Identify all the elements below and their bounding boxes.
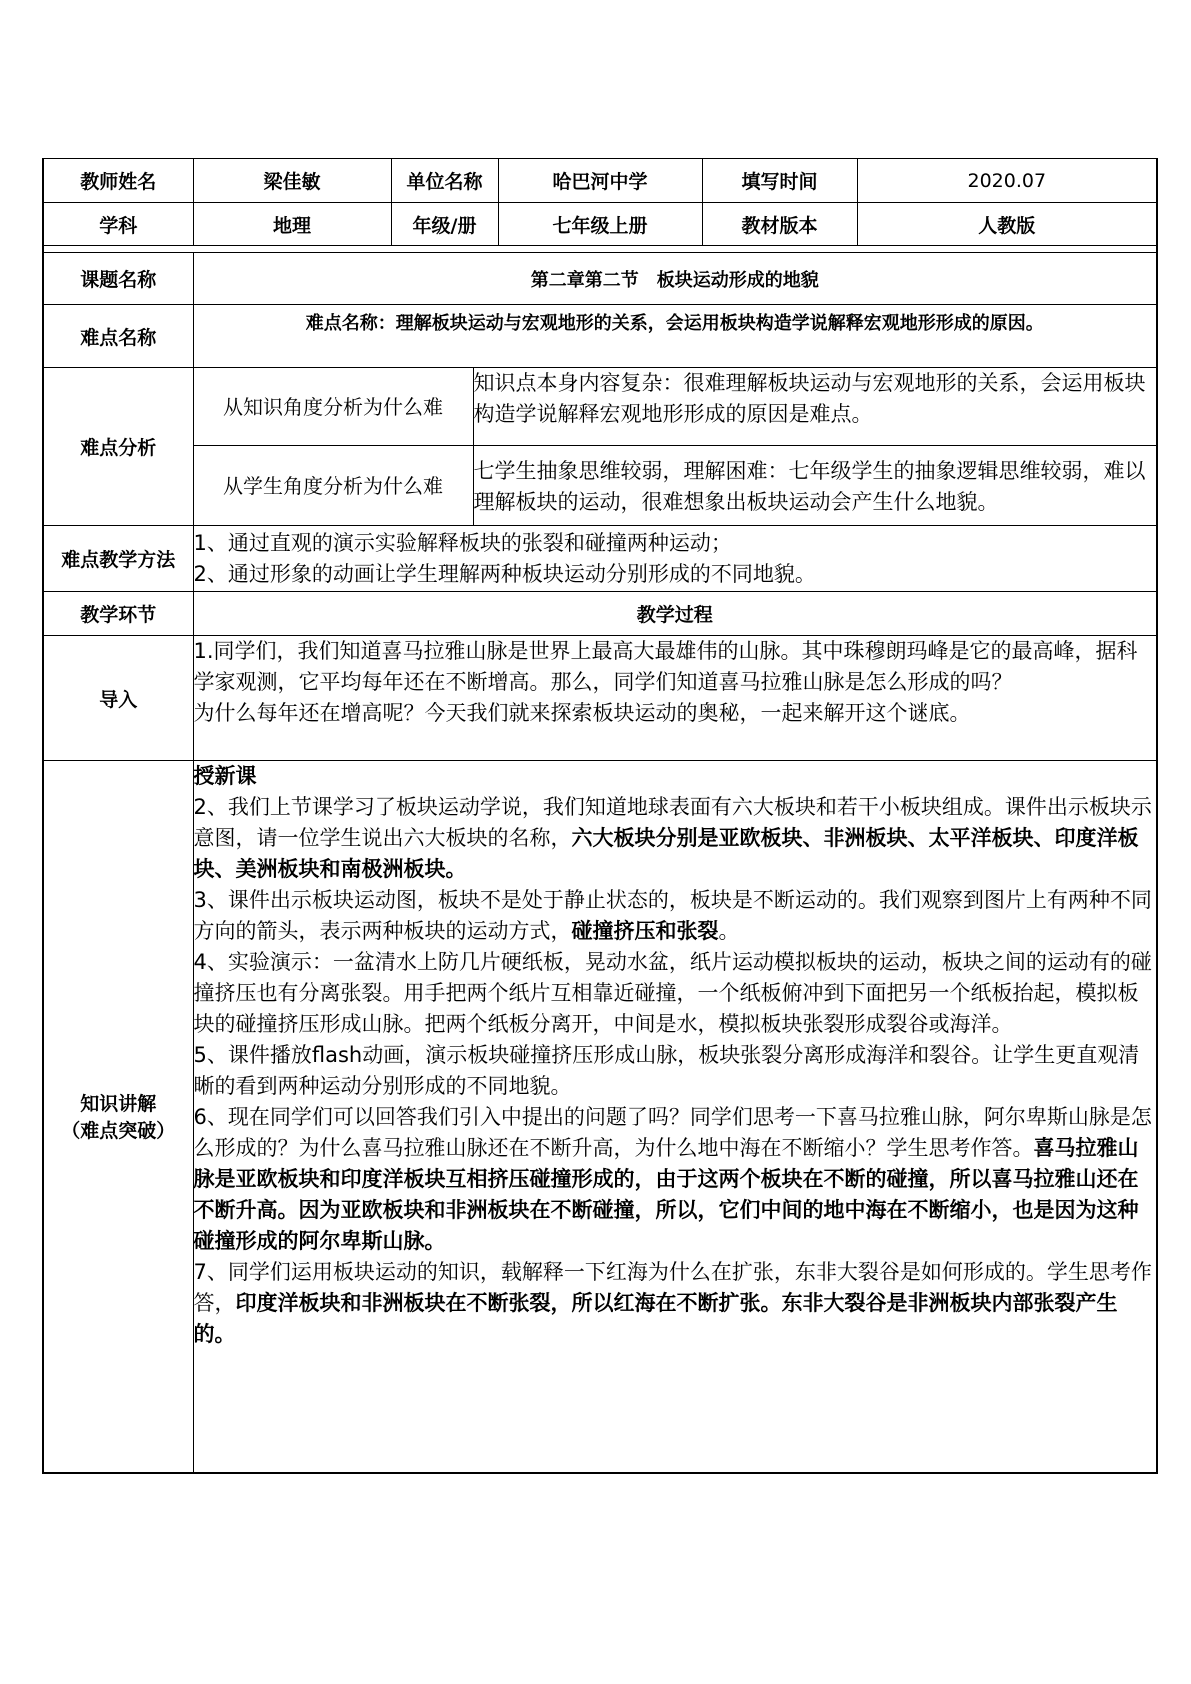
lecture-content	[193, 761, 1157, 1473]
teacher-name-label: 教师姓名	[43, 159, 193, 203]
lecture-paragraph-3	[194, 885, 1157, 947]
difficulty-name-row	[43, 305, 1157, 368]
intro-label: 导入	[43, 636, 193, 761]
lecture-label-cell	[43, 761, 193, 1473]
topic-label: 课题名称	[43, 253, 193, 305]
p3-end: 。	[718, 919, 740, 943]
intro-content	[193, 636, 1157, 761]
p2-text: 2、我们上节课学习了板块运动学说，我们知道地球表面有六大板块和若干小板块组成。课件出示板块示意图，请一位学生说出六大板块的名称，	[193, 795, 1152, 850]
method-line-1: 1、通过直观的演示实验解释板块的张裂和碰撞两种运动；	[193, 530, 732, 555]
lecture-paragraph-7	[194, 1257, 1157, 1350]
unit-value: 哈巴河中学	[498, 159, 702, 203]
analysis-label: 难点分析	[43, 368, 193, 526]
topic-value: 第二章第二节 板块运动形成的地貌	[193, 253, 1157, 305]
lesson-plan-form	[42, 158, 1156, 1474]
method-content	[193, 526, 1157, 592]
method-label: 难点教学方法	[43, 526, 193, 592]
separator	[43, 246, 1157, 253]
analysis-knowledge-row	[43, 368, 1157, 446]
fill-time-label: 填写时间	[702, 159, 857, 203]
knowledge-question: 从知识角度分析为什么难	[193, 368, 473, 446]
p7-text: 7、同学们运用板块运动的知识，载解释一下红海为什么在扩张，东非大裂谷是如何形成的。学生思考作答，	[193, 1260, 1152, 1315]
topic-row	[43, 253, 1157, 305]
fill-time-value: 2020.07	[857, 159, 1157, 203]
p7-bold: 印度洋板块和非洲板块在不断张裂，所以红海在不断扩张。东非大裂谷是非洲板块内部张裂产生的。	[193, 1291, 1118, 1346]
knowledge-answer: 知识点本身内容复杂：很难理解板块运动与宏观地形的关系，会运用板块构造学说解释宏观地形形成的原因是难点。	[473, 368, 1157, 446]
p6-text: 6、现在同学们可以回答我们引入中提出的问题了吗？同学们思考一下喜马拉雅山脉，阿尔卑斯山脉是怎么形成的？为什么喜马拉雅山脉还在不断升高，为什么地中海在不断缩小？学生思考作答。	[193, 1105, 1152, 1160]
lecture-row	[43, 761, 1157, 1473]
p6-bold: 喜马拉雅山脉是亚欧板块和印度洋板块互相挤压碰撞形成的，由于这两个板块在不断的碰撞，所以喜马拉雅山还在不断升高。因为亚欧板块和非洲板块在不断碰撞，所以，它们中间的地中海在不断缩小，也是因为这种碰撞形成的阿尔卑斯山脉。	[193, 1136, 1139, 1253]
edition-label: 教材版本	[702, 203, 857, 246]
header-row-1	[43, 159, 1157, 203]
p3-bold: 碰撞挤压和张裂	[571, 919, 719, 943]
lecture-sublabel: （难点突破）	[61, 1120, 176, 1143]
student-answer: 七学生抽象思维较弱，理解困难：七年级学生的抽象逻辑思维较弱，难以理解板块的运动，很难想象出板块运动会产生什么地貌。	[473, 446, 1157, 526]
student-question: 从学生角度分析为什么难	[193, 446, 473, 526]
separator-row	[43, 246, 1157, 253]
difficulty-name-label: 难点名称	[43, 305, 193, 368]
subject-value: 地理	[193, 203, 391, 246]
method-line-2: 2、通过形象的动画让学生理解两种板块运动分别形成的不同地貌。	[193, 561, 816, 586]
lecture-paragraph-4: 4、实验演示：一盆清水上防几片硬纸板，晃动水盆，纸片运动模拟板块的运动，板块之间的运动有的碰撞挤压也有分离张裂。用手把两个纸片互相靠近碰撞，一个纸板俯冲到下面把另一个纸板抬起，模拟板块的碰撞挤压形成山脉。把两个纸板分离开，中间是水，模拟板块张裂形成裂谷或海洋。	[193, 950, 1152, 1036]
lecture-label: 知识讲解	[80, 1093, 157, 1116]
lecture-paragraph-5: 5、课件播放flash动画，演示板块碰撞挤压形成山脉，板块张裂分离形成海洋和裂谷。让学生更直观清晰的看到两种运动分别形成的不同地貌。	[193, 1043, 1140, 1098]
teacher-name-value: 梁佳敏	[193, 159, 391, 203]
edition-value: 人教版	[857, 203, 1157, 246]
difficulty-name-value	[193, 305, 1157, 368]
p2-bold: 六大板块分别是亚欧板块、非洲板块、太平洋板块、印度洋板块、美洲板块和南极洲板块。	[193, 826, 1139, 881]
lecture-heading: 授新课	[193, 764, 257, 788]
lecture-paragraph-6	[194, 1102, 1157, 1257]
lesson-plan-table	[42, 158, 1158, 1474]
unit-label: 单位名称	[391, 159, 498, 203]
process-header-value: 教学过程	[193, 592, 1157, 636]
grade-label: 年级/册	[391, 203, 498, 246]
lecture-paragraph-2	[194, 792, 1157, 885]
intro-paragraph-2: 为什么每年还在增高呢？今天我们就来探索板块运动的奥秘，一起来解开这个谜底。	[193, 701, 971, 725]
difficulty-name-text: 难点名称：理解板块运动与宏观地形的关系，会运用板块构造学说解释宏观地形形成的原因。	[305, 313, 1044, 334]
intro-row	[43, 636, 1157, 761]
grade-value: 七年级上册	[498, 203, 702, 246]
method-row	[43, 526, 1157, 592]
subject-label: 学科	[43, 203, 193, 246]
analysis-student-row	[43, 446, 1157, 526]
p3-text: 3、课件出示板块运动图，板块不是处于静止状态的，板块是不断运动的。我们观察到图片上有两种不同方向的箭头，表示两种板块的运动方式，	[193, 888, 1152, 943]
intro-paragraph-1: 1.同学们，我们知道喜马拉雅山脉是世界上最高大最雄伟的山脉。其中珠穆朗玛峰是它的最高峰，据科学家观测，它平均每年还在不断增高。那么，同学们知道喜马拉雅山脉是怎么形成的吗？	[193, 639, 1138, 694]
header-row-2	[43, 203, 1157, 246]
process-header-label: 教学环节	[43, 592, 193, 636]
process-header-row	[43, 592, 1157, 636]
